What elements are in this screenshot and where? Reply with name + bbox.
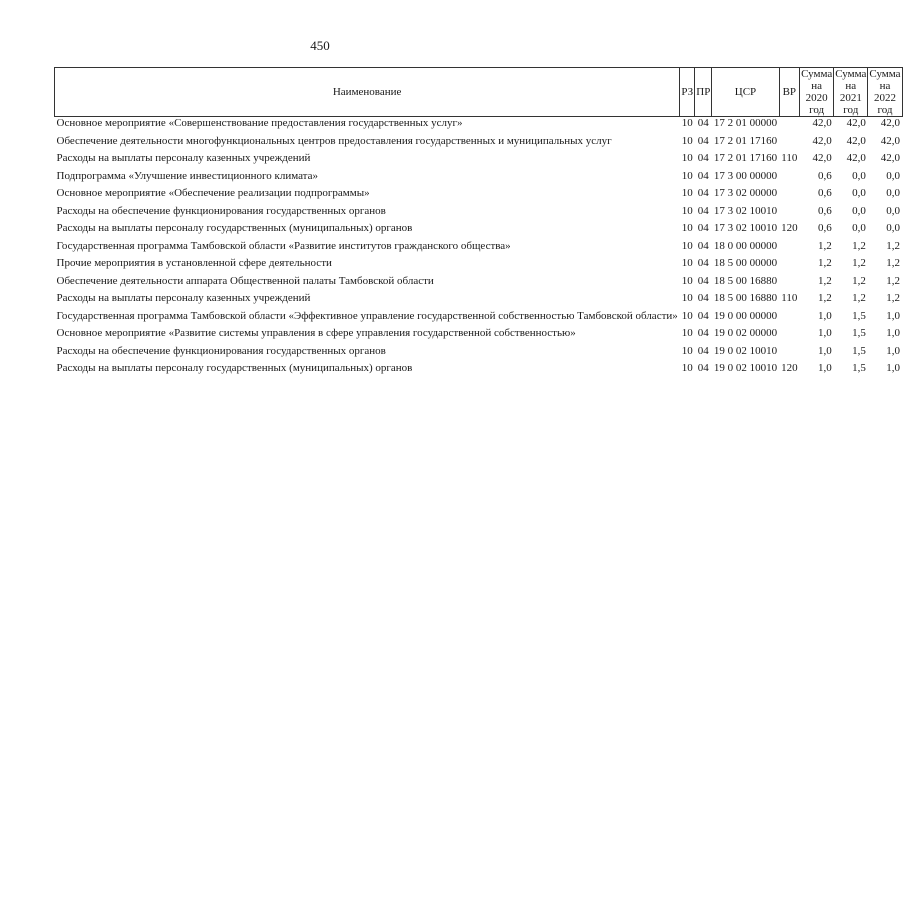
- row-sum-2022: 0,0: [886, 222, 901, 234]
- header-sum-2020: Сумма на 2020 год: [801, 68, 833, 116]
- row-csr: 17 3 02 10010: [713, 204, 778, 217]
- row-sum-2022: 0,0: [886, 204, 901, 217]
- row-pr: 04: [697, 274, 709, 287]
- row-vr: [779, 135, 800, 148]
- row-csr: 19 0 02 10010: [713, 344, 778, 357]
- row-pr: 04: [697, 239, 709, 252]
- row-vr: 110: [781, 292, 798, 304]
- table-row: [55, 275, 903, 288]
- row-sum-2022: 1,2: [886, 292, 901, 304]
- row-name: Государственная программа Тамбовской области «Эффективное управление государственной собственностью Тамбовской области»: [56, 309, 678, 322]
- row-sum-2021: 1,2: [852, 239, 866, 252]
- row-pr: 04: [697, 327, 709, 339]
- budget-table: [54, 67, 903, 375]
- row-name: Расходы на обеспечение функционирования государственных органов: [56, 344, 386, 357]
- row-sum-2020: 0,6: [817, 222, 832, 234]
- row-csr: 18 5 00 00000: [713, 257, 778, 269]
- row-sum-2021: 1,2: [852, 292, 866, 304]
- row-pr: 04: [697, 169, 709, 182]
- row-sum-2020: 0,6: [817, 187, 832, 199]
- row-csr: 17 3 02 00000: [713, 187, 778, 199]
- row-pr: 04: [697, 134, 709, 147]
- row-sum-2020: 0,6: [817, 204, 832, 217]
- row-sum-2021: 1,5: [852, 362, 866, 374]
- row-sum-2021: 0,0: [852, 204, 866, 217]
- table-row: [55, 170, 903, 183]
- header-name: Наименование: [55, 68, 680, 117]
- table-row: [55, 257, 903, 270]
- row-rz: 10: [681, 274, 693, 287]
- row-name: Обеспечение деятельности многофункциональных центров предоставления государственных и муниципальных услуг: [56, 134, 612, 147]
- row-csr: 17 2 01 17160: [713, 134, 778, 147]
- row-vr: 120: [781, 362, 798, 374]
- row-sum-2022: 1,2: [886, 257, 901, 269]
- row-name: Подпрограмма «Улучшение инвестиционного климата»: [56, 169, 319, 182]
- row-vr: [779, 327, 800, 340]
- row-sum-2022: 0,0: [886, 187, 901, 199]
- table-row: [55, 327, 903, 340]
- row-pr: 04: [697, 292, 709, 304]
- row-pr: 04: [697, 204, 709, 217]
- row-vr: [779, 257, 800, 270]
- row-sum-2022: 42,0: [880, 134, 901, 147]
- row-sum-2022: 42,0: [880, 152, 901, 164]
- row-name: Расходы на выплаты персоналу государственных (муниципальных) органов: [56, 362, 413, 374]
- table-row: [55, 345, 903, 358]
- row-csr: 17 2 01 00000: [713, 117, 778, 129]
- row-name: Основное мероприятие «Совершенствование предоставления государственных услуг»: [56, 117, 463, 129]
- row-vr: [779, 275, 800, 288]
- row-sum-2020: 42,0: [812, 152, 832, 164]
- table-row: [55, 152, 903, 165]
- row-sum-2022: 1,0: [886, 309, 901, 322]
- row-sum-2020: 1,2: [817, 292, 832, 304]
- row-rz: 10: [681, 117, 693, 129]
- row-sum-2022: 1,2: [886, 274, 901, 287]
- row-csr: 19 0 02 10010: [713, 362, 778, 374]
- row-vr: [779, 240, 800, 253]
- row-rz: 10: [681, 187, 693, 199]
- row-pr: 04: [697, 257, 709, 269]
- row-name: Прочие мероприятия в установленной сфере деятельности: [56, 257, 332, 269]
- row-vr: [779, 170, 800, 183]
- header-pr: ПР: [695, 68, 712, 117]
- table-row: [55, 135, 903, 148]
- row-sum-2021: 0,0: [852, 222, 866, 234]
- table-row: [55, 240, 903, 253]
- row-rz: 10: [681, 309, 693, 322]
- row-sum-2021: 0,0: [852, 169, 866, 182]
- row-sum-2020: 1,2: [817, 274, 832, 287]
- row-name: Расходы на обеспечение функционирования государственных органов: [56, 204, 386, 217]
- row-vr: [779, 310, 800, 323]
- row-sum-2020: 1,0: [817, 362, 832, 374]
- row-vr: 110: [781, 152, 798, 164]
- table-row: [55, 362, 903, 375]
- header-vr: ВР: [779, 68, 800, 117]
- row-rz: 10: [681, 152, 693, 164]
- row-sum-2022: 1,2: [886, 239, 901, 252]
- row-sum-2021: 42,0: [846, 117, 866, 129]
- row-vr: [779, 187, 800, 200]
- row-csr: 18 0 00 00000: [713, 239, 778, 252]
- row-name: Основное мероприятие «Развитие системы управления в сфере управления государственной собственностью»: [56, 327, 576, 339]
- row-pr: 04: [697, 222, 709, 234]
- row-rz: 10: [681, 204, 693, 217]
- row-rz: 10: [681, 134, 693, 147]
- row-sum-2020: 1,0: [817, 344, 832, 357]
- row-sum-2021: 1,2: [852, 257, 866, 269]
- table-row: [55, 187, 903, 200]
- row-name: Расходы на выплаты персоналу казенных учреждений: [56, 152, 311, 164]
- page-number: 450: [310, 38, 330, 53]
- row-rz: 10: [681, 239, 693, 252]
- table-row: [55, 310, 903, 323]
- row-sum-2021: 1,5: [852, 344, 866, 357]
- row-pr: 04: [697, 344, 709, 357]
- row-rz: 10: [681, 344, 693, 357]
- header-sum-2021: Сумма на 2021 год: [835, 68, 867, 116]
- row-sum-2022: 1,0: [886, 327, 901, 339]
- row-rz: 10: [681, 292, 693, 304]
- row-pr: 04: [697, 152, 709, 164]
- row-csr: 19 0 00 00000: [713, 309, 778, 322]
- row-sum-2020: 1,2: [817, 239, 832, 252]
- table-header-row: [55, 68, 903, 117]
- header-rz: РЗ: [680, 68, 695, 117]
- row-sum-2020: 42,0: [812, 134, 832, 147]
- row-vr: [779, 345, 800, 358]
- row-name: Расходы на выплаты персоналу казенных учреждений: [56, 292, 311, 304]
- row-pr: 04: [697, 362, 709, 374]
- row-name: Основное мероприятие «Обеспечение реализации подпрограммы»: [56, 187, 370, 199]
- row-sum-2022: 0,0: [886, 169, 901, 182]
- row-sum-2022: 1,0: [886, 344, 901, 357]
- row-csr: 17 3 02 10010: [713, 222, 778, 234]
- row-sum-2020: 1,0: [817, 309, 832, 322]
- row-sum-2021: 0,0: [852, 187, 866, 199]
- row-csr: 18 5 00 16880: [713, 292, 778, 304]
- row-name: Расходы на выплаты персоналу государственных (муниципальных) органов: [56, 222, 413, 234]
- row-name: Государственная программа Тамбовской области «Развитие институтов гражданского общества»: [56, 239, 511, 252]
- row-sum-2020: 1,2: [817, 257, 832, 269]
- table-row: [55, 205, 903, 218]
- row-sum-2020: 1,0: [817, 327, 832, 339]
- row-sum-2021: 1,5: [852, 309, 866, 322]
- row-pr: 04: [697, 309, 709, 322]
- row-sum-2021: 1,5: [852, 327, 866, 339]
- row-vr: [779, 117, 800, 130]
- row-vr: 120: [781, 222, 798, 234]
- row-vr: [779, 205, 800, 218]
- row-sum-2021: 42,0: [846, 134, 866, 147]
- row-rz: 10: [681, 222, 693, 234]
- row-sum-2021: 1,2: [852, 274, 866, 287]
- row-csr: 19 0 02 00000: [713, 327, 778, 339]
- row-pr: 04: [697, 187, 709, 199]
- table-body: [55, 117, 903, 375]
- table-row: [55, 222, 903, 235]
- row-csr: 18 5 00 16880: [713, 274, 778, 287]
- row-sum-2021: 42,0: [846, 152, 866, 164]
- row-sum-2022: 42,0: [880, 117, 901, 129]
- row-sum-2020: 42,0: [812, 117, 832, 129]
- row-csr: 17 2 01 17160: [713, 152, 778, 164]
- row-sum-2022: 1,0: [886, 362, 901, 374]
- row-csr: 17 3 00 00000: [713, 169, 778, 182]
- row-pr: 04: [697, 117, 709, 129]
- row-sum-2020: 0,6: [817, 169, 832, 182]
- header-csr: ЦСР: [712, 68, 779, 117]
- row-rz: 10: [681, 169, 693, 182]
- row-rz: 10: [681, 327, 693, 339]
- row-rz: 10: [681, 362, 693, 374]
- row-name: Обеспечение деятельности аппарата Общественной палаты Тамбовской области: [56, 274, 434, 287]
- table-row: [55, 117, 903, 130]
- table-row: [55, 292, 903, 305]
- row-rz: 10: [681, 257, 693, 269]
- header-sum-2022: Сумма на 2022 год: [869, 68, 901, 116]
